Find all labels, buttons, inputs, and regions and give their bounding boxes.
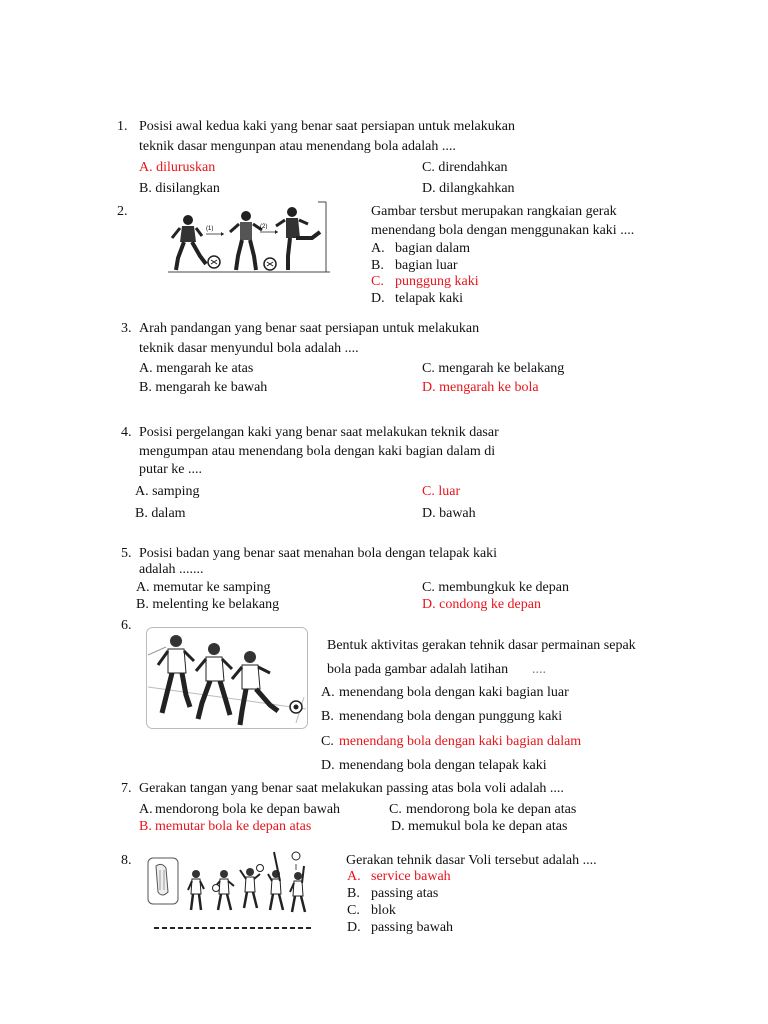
q3-stem-line1: Arah pandangan yang benar saat persiapan untuk melakukan	[139, 321, 480, 336]
q2-option-a-text: bagian dalam	[395, 241, 471, 256]
q7-number: 7.	[121, 781, 132, 796]
q6-number: 6.	[121, 618, 132, 633]
q2-number: 2.	[117, 204, 128, 219]
q6-option-b-letter: B.	[321, 709, 334, 724]
q6-option-b-text: menendang bola dengan punggung kaki	[339, 709, 563, 724]
q1-option-d: D. dilangkahkan	[422, 181, 515, 196]
q6-stem-line2: bola pada gambar adalah latihan	[327, 662, 509, 677]
q5-option-b: B. melenting ke belakang	[136, 597, 280, 612]
q2-option-c-text: punggung kaki	[395, 274, 479, 289]
q7-option-c-text: mendorong bola ke depan atas	[406, 802, 577, 817]
q1-stem-line2: teknik dasar mengunpan atau menendang bola adalah ....	[139, 139, 456, 154]
q4-stem-line3: putar ke ....	[139, 462, 202, 477]
q6-soccer-drill-figure	[146, 627, 308, 729]
q5-option-a: A. memutar ke samping	[136, 580, 271, 595]
q7-option-b-text: memutar bola ke depan atas	[155, 819, 312, 834]
q2-option-a-letter: A.	[371, 241, 385, 256]
q1-option-a: A. diluruskan	[139, 160, 216, 175]
q1-stem-line1: Posisi awal kedua kaki yang benar saat persiapan untuk melakukan	[139, 119, 515, 134]
q5-stem-line2: adalah .......	[139, 562, 204, 577]
q2-option-b-letter: B.	[371, 258, 384, 273]
q5-option-d: D. condong ke depan	[422, 597, 541, 612]
q2-soccer-kick-figure	[166, 198, 332, 276]
q3-option-a: A. mengarah ke atas	[139, 361, 254, 376]
q8-option-b-letter: B.	[347, 886, 360, 901]
q6-option-c-text: menendang bola dengan kaki bagian dalam	[339, 734, 582, 749]
q6-option-d-letter: D.	[321, 758, 335, 773]
q6-option-c-letter: C.	[321, 734, 334, 749]
q8-option-d-letter: D.	[347, 920, 361, 935]
q4-option-d: D. bawah	[422, 506, 476, 521]
q8-number: 8.	[121, 853, 132, 868]
q3-option-c: C. mengarah ke belakang	[422, 361, 565, 376]
q8-option-a-text: service bawah	[371, 869, 451, 884]
q2-stem-line2: menendang bola dengan menggunakan kaki ....	[371, 223, 635, 238]
q4-option-c: C. luar	[422, 484, 461, 499]
q7-option-a-text: mendorong bola ke depan bawah	[155, 802, 341, 817]
q4-option-a: A. samping	[135, 484, 200, 499]
q8-option-b-text: passing atas	[371, 886, 439, 901]
q7-stem-line1: Gerakan tangan yang benar saat melakukan passing atas bola voli adalah ....	[139, 781, 564, 796]
q3-option-d: D. mengarah ke bola	[422, 380, 539, 395]
q3-option-b: B. mengarah ke bawah	[139, 380, 268, 395]
q2-option-d-letter: D.	[371, 291, 385, 306]
q2-figure-label-2: (2)	[260, 224, 268, 230]
q5-number: 5.	[121, 546, 132, 561]
q6-stem-ellipsis: ....	[532, 662, 546, 677]
q5-option-c: C. membungkuk ke depan	[422, 580, 569, 595]
q7-option-d-letter: D.	[391, 819, 405, 834]
q6-option-d-text: menendang bola dengan telapak kaki	[339, 758, 547, 773]
q6-option-a-letter: A.	[321, 685, 335, 700]
q6-stem-line1: Bentuk aktivitas gerakan tehnik dasar permainan sepak	[327, 638, 636, 653]
q3-number: 3.	[121, 321, 132, 336]
q1-option-c: C. direndahkan	[422, 160, 508, 175]
q6-option-a-text: menendang bola dengan kaki bagian luar	[339, 685, 569, 700]
q4-option-b: B. dalam	[135, 506, 186, 521]
q8-option-d-text: passing bawah	[371, 920, 454, 935]
q2-stem-line1: Gambar tersbut merupakan rangkaian gerak	[371, 204, 617, 219]
q2-option-c-letter: C.	[371, 274, 384, 289]
q1-number: 1.	[117, 119, 128, 134]
q5-stem-line1: Posisi badan yang benar saat menahan bola dengan telapak kaki	[139, 546, 498, 561]
q8-stem-line1: Gerakan tehnik dasar Voli tersebut adalah ....	[346, 853, 597, 868]
q7-option-a-letter: A.	[139, 802, 153, 817]
q8-option-a-letter: A.	[347, 869, 361, 884]
q1-option-b: B. disilangkan	[139, 181, 220, 196]
q8-option-c-text: blok	[371, 903, 396, 918]
q3-stem-line2: teknik dasar menyundul bola adalah ....	[139, 341, 359, 356]
q2-option-d-text: telapak kaki	[395, 291, 464, 306]
q4-number: 4.	[121, 425, 132, 440]
q4-stem-line1: Posisi pergelangan kaki yang benar saat melakukan teknik dasar	[139, 425, 499, 440]
q2-figure-label-1: (1)	[206, 226, 214, 232]
q4-stem-line2: mengumpan atau menendang bola dengan kaki bagian dalam di	[139, 444, 496, 459]
q2-option-b-text: bagian luar	[395, 258, 458, 273]
q8-option-c-letter: C.	[347, 903, 360, 918]
q7-option-d-text: memukul bola ke depan atas	[408, 819, 568, 834]
q7-option-c-letter: C.	[389, 802, 402, 817]
q7-option-b-letter: B.	[139, 819, 152, 834]
q8-volleyball-serve-figure	[146, 844, 316, 934]
